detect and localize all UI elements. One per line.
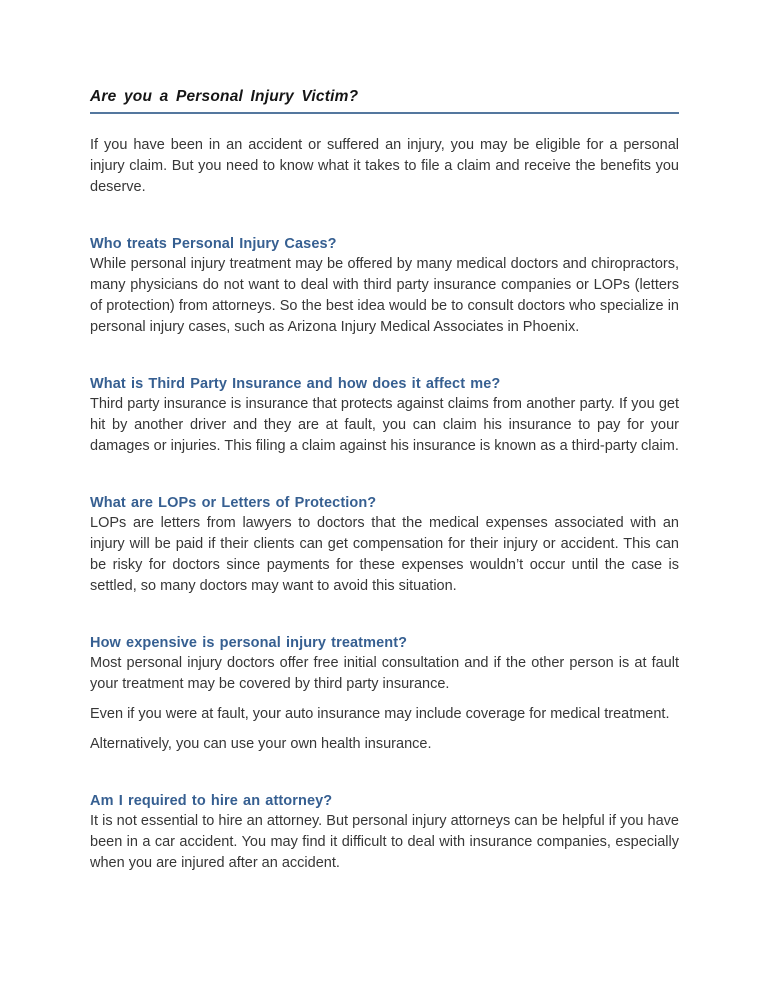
section-heading: Who treats Personal Injury Cases?	[90, 236, 337, 252]
section-heading: What is Third Party Insurance and how does it affect me?	[90, 376, 501, 392]
sections	[90, 234, 679, 874]
document-section	[90, 234, 679, 338]
document-section	[90, 791, 679, 874]
section-paragraphs	[90, 254, 679, 338]
title-underline-rule	[90, 112, 679, 114]
section-paragraphs	[90, 653, 679, 755]
section-paragraph: Alternatively, you can use your own health insurance.	[90, 736, 432, 752]
section-paragraph: Third party insurance is insurance that protects against claims from another party. If you get hit by another driver and they are at fault, you can claim his insurance to pay for your damages or injuries. This filing a claim against his insurance is known as a third-party claim.	[90, 396, 679, 454]
section-paragraphs	[90, 394, 679, 457]
section-paragraph: Even if you were at fault, your auto insurance may include coverage for medical treatment.	[90, 706, 670, 722]
section-paragraph: It is not essential to hire an attorney. But personal injury attorneys can be helpful if you have been in a car accident. You may find it difficult to deal with insurance companies, especially when you are injured after an accident.	[90, 813, 679, 871]
section-paragraph: LOPs are letters from lawyers to doctors that the medical expenses associated with an injury will be paid if their clients can get compensation for their injury or accident. This can be risky for doctors since payments for these expenses wouldn’t occur until the case is settled, so many doctors may want to avoid this situation.	[90, 515, 679, 594]
document-section	[90, 633, 679, 755]
section-heading: What are LOPs or Letters of Protection?	[90, 495, 377, 511]
intro-paragraph: If you have been in an accident or suffered an injury, you may be eligible for a personal injury claim. But you need to know what it takes to file a claim and receive the benefits you deserve.	[90, 137, 679, 195]
section-paragraphs	[90, 513, 679, 597]
page-title: Are you a Personal Injury Victim?	[90, 88, 359, 105]
section-heading: Am I required to hire an attorney?	[90, 793, 333, 809]
section-paragraphs	[90, 811, 679, 874]
section-paragraph: Most personal injury doctors offer free initial consultation and if the other person is at fault your treatment may be covered by third party insurance.	[90, 655, 679, 692]
section-paragraph: While personal injury treatment may be offered by many medical doctors and chiropractors, many physicians do not want to deal with third party insurance companies or LOPs (letters of protection) from attorneys. So the best idea would be to consult doctors who specialize in personal injury cases, such as Arizona Injury Medical Associates in Phoenix.	[90, 256, 679, 335]
document-section	[90, 374, 679, 457]
section-heading: How expensive is personal injury treatment?	[90, 635, 408, 651]
document-section	[90, 493, 679, 597]
